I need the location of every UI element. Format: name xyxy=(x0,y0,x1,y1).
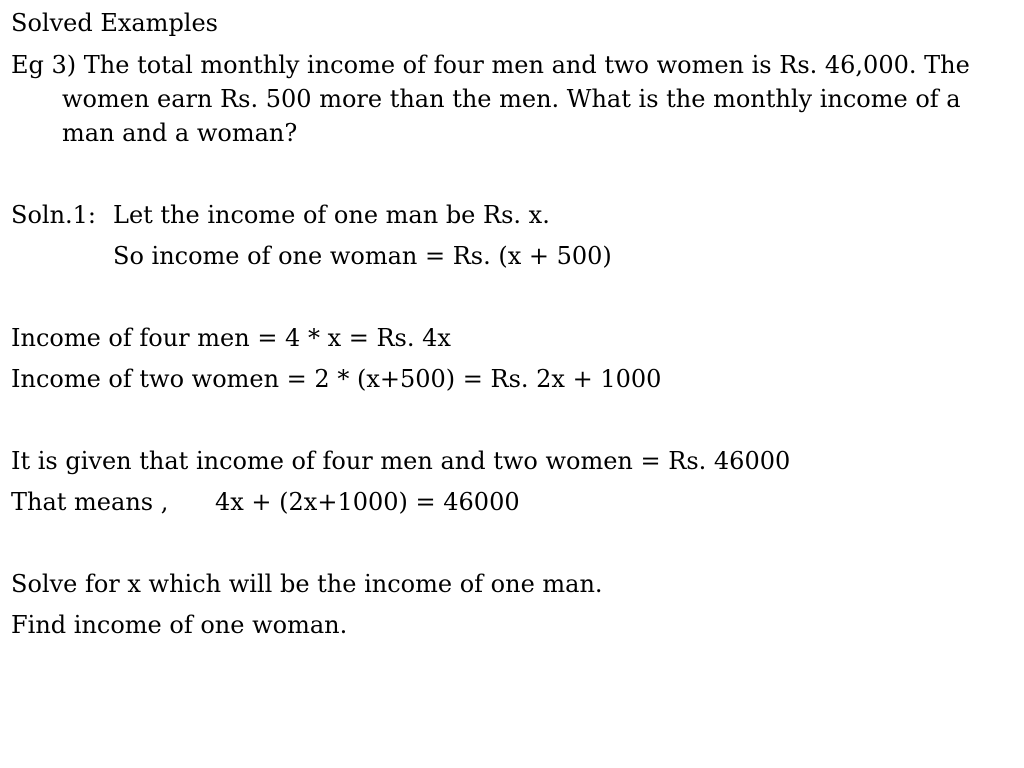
solution-step-2: So income of one woman = Rs. (x + 500) xyxy=(113,242,612,270)
solution-step-1-text: Let the income of one man be Rs. x. xyxy=(113,201,550,229)
find-instruction: Find income of one woman. xyxy=(11,611,348,639)
solve-instruction: Solve for x which will be the income of one man. xyxy=(11,570,603,598)
given-statement: It is given that income of four men and two women = Rs. 46000 xyxy=(11,447,791,475)
equation-line xyxy=(11,485,520,519)
solution-step-1 xyxy=(11,198,550,232)
income-two-women: Income of two women = 2 * (x+500) = Rs. 2x + 1000 xyxy=(11,365,662,393)
income-four-men: Income of four men = 4 * x = Rs. 4x xyxy=(11,324,451,352)
solution-label: Soln.1: xyxy=(11,201,97,229)
means-label: That means , xyxy=(11,488,169,516)
slide-title: Solved Examples xyxy=(11,9,218,37)
problem-statement: Eg 3) The total monthly income of four men and two women is Rs. 46,000. The women earn Rs. 500 more than the men. What is the monthly income of a man and a woman? xyxy=(11,51,970,147)
equation: 4x + (2x+1000) = 46000 xyxy=(215,488,520,516)
